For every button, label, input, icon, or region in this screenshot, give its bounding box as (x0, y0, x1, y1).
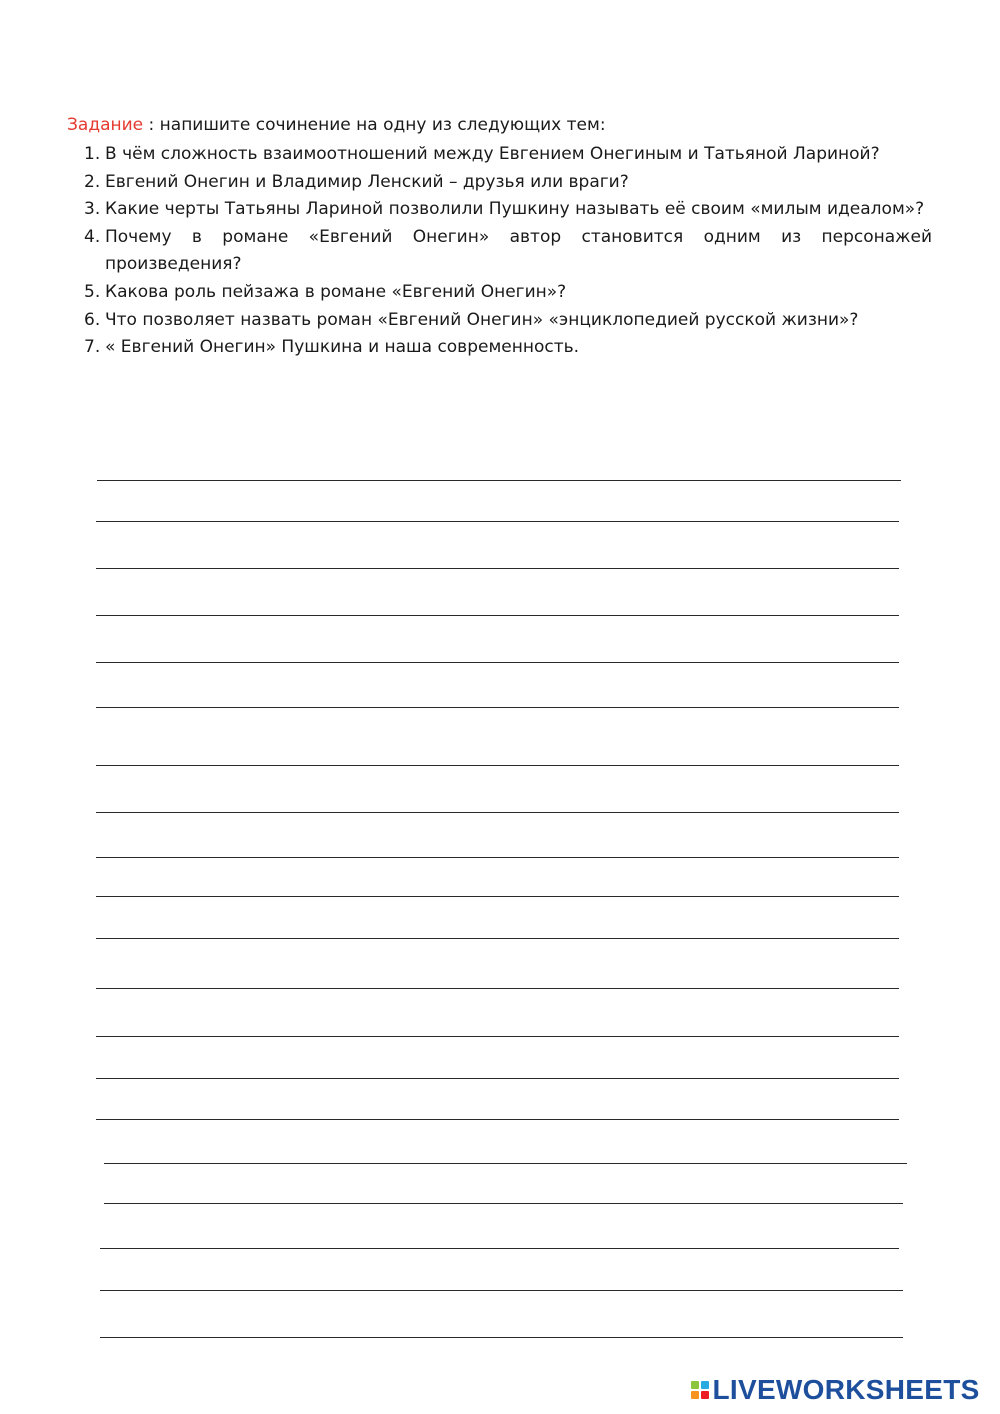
answer-line[interactable] (96, 938, 899, 939)
answer-line[interactable] (96, 521, 899, 522)
answer-line[interactable] (96, 988, 899, 989)
topic-item (84, 307, 932, 335)
answer-line[interactable] (96, 857, 899, 858)
topic-item (84, 224, 932, 279)
logo-blocks-icon (691, 1381, 709, 1399)
topic-number: 7. (84, 337, 101, 358)
task-header (67, 113, 606, 137)
answer-line[interactable] (100, 1290, 903, 1291)
answer-line[interactable] (96, 896, 899, 897)
answer-line[interactable] (96, 1036, 899, 1037)
topic-text: Евгений Онегин и Владимир Ленский – друзья или враги? (105, 171, 629, 192)
liveworksheets-logo (691, 1375, 980, 1405)
answer-line[interactable] (96, 1119, 899, 1120)
topic-item (84, 279, 932, 307)
topic-number: 4. (84, 226, 101, 247)
topic-number: 5. (84, 281, 101, 302)
topic-item (84, 196, 932, 224)
answer-line[interactable] (104, 1203, 903, 1204)
answer-line[interactable] (96, 1078, 899, 1079)
answer-line[interactable] (96, 662, 899, 663)
logo-block-i (701, 1381, 709, 1389)
topic-item (84, 334, 932, 362)
answer-line[interactable] (104, 1163, 907, 1164)
topic-text: Почему в романе «Евгений Онегин» автор становится одним из персонажей произведения? (105, 226, 932, 275)
answer-line[interactable] (96, 812, 899, 813)
topic-item (84, 169, 932, 197)
answer-line[interactable] (97, 480, 901, 481)
topic-item (84, 141, 932, 169)
logo-text: LIVEWORKSHEETS (712, 1374, 980, 1405)
topic-text: Что позволяет назвать роман «Евгений Онегин» «энциклопедией русской жизни»? (105, 309, 859, 330)
answer-line[interactable] (96, 615, 899, 616)
task-instruction: : напишите сочинение на одну из следующих тем: (143, 115, 606, 135)
topic-number: 2. (84, 171, 101, 192)
answer-line[interactable] (100, 1337, 903, 1338)
topic-number: 6. (84, 309, 101, 330)
task-label: Задание (67, 115, 144, 135)
topic-text: Какова роль пейзажа в романе «Евгений Онегин»? (105, 281, 567, 302)
topic-number: 3. (84, 199, 101, 220)
topic-text: Какие черты Татьяны Лариной позволили Пушкину называть её своим «милым идеалом»? (105, 199, 925, 220)
answer-line[interactable] (96, 707, 899, 708)
answer-line[interactable] (100, 1248, 899, 1249)
logo-block-v (691, 1391, 699, 1399)
topic-text: В чём сложность взаимоотношений между Евгением Онегиным и Татьяной Лариной? (105, 144, 880, 164)
logo-block-l (691, 1381, 699, 1389)
answer-line[interactable] (96, 568, 899, 569)
topic-text: « Евгений Онегин» Пушкина и наша современность. (105, 337, 580, 358)
answer-line[interactable] (96, 765, 899, 766)
topic-number: 1. (84, 144, 101, 164)
topic-list (84, 141, 932, 362)
logo-block-e (701, 1391, 709, 1399)
